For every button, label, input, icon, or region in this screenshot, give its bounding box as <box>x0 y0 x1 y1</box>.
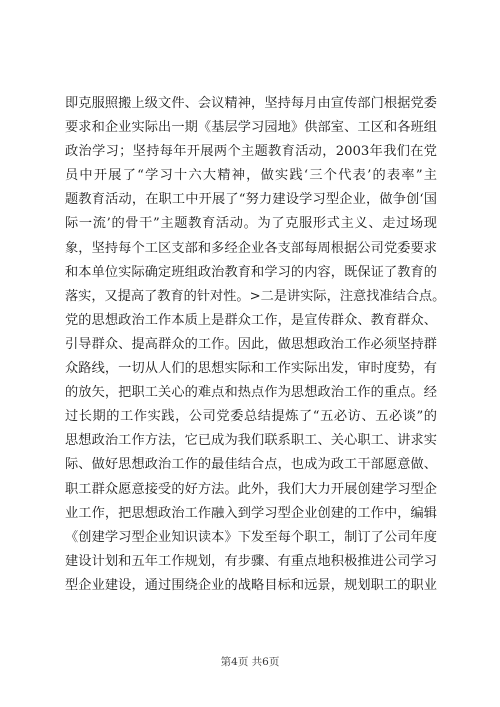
text-line: 要求和企业实际出一期《基层学习园地》供部室、工区和各班组 <box>65 120 437 136</box>
text-line: 过长期的工作实践，公司党委总结提炼了“五必访、五必谈”的 <box>65 409 437 425</box>
text-line: 政治学习；坚持每年开展两个主题教育活动，2003年我们在党 <box>65 144 437 160</box>
text-line: 党的思想政治工作本质上是群众工作，是宣传群众、教育群众、 <box>65 312 437 328</box>
text-line: 际、做好思想政治工作的最佳结合点，也成为政工干部愿意做、 <box>65 457 437 473</box>
body-text <box>65 92 446 598</box>
text-line: 众路线，一切从人们的思想实际和工作实际出发，审时度势，有 <box>65 361 437 377</box>
page-number: 第4页 共6页 <box>220 656 280 668</box>
text-line: 落实，又提高了教育的针对性。>二是讲实际，注意找准结合点。 <box>65 288 446 304</box>
text-line: 题教育活动，在职工中开展了“努力建设学习型企业，做争创‘国 <box>65 192 437 208</box>
text-line: 职工群众愿意接受的好方法。此外，我们大力开展创建学习型企 <box>65 481 437 497</box>
text-line: 象，坚持每个工区支部和多经企业各支部每周根据公司党委要求 <box>65 240 437 256</box>
text-line: 《创建学习型企业知识读本》下发至每个职工，制订了公司年度 <box>65 529 437 545</box>
text-line: 的放矢，把职工关心的难点和热点作为思想政治工作的重点。经 <box>65 385 437 401</box>
text-line: 思想政治工作方法，它已成为我们联系职工、关心职工、讲求实 <box>65 433 437 449</box>
text-line: 建设计划和五年工作规划，有步骤、有重点地积极推进公司学习 <box>65 553 437 569</box>
text-line: 业工作，把思想政治工作融入到学习型企业创建的工作中，编辑 <box>65 505 437 521</box>
text-line: 即克服照搬上级文件、会议精神，坚持每月由宣传部门根据党委 <box>65 96 437 111</box>
text-line: 型企业建设，通过围绕企业的战略目标和远景，规划职工的职业 <box>65 577 437 593</box>
text-line: 引导群众、提高群众的工作。因此，做思想政治工作必须坚持群 <box>65 336 437 352</box>
text-line: 员中开展了“学习十六大精神，做实践‘三个代表’的表率”主 <box>65 168 437 184</box>
text-line: 际一流’的骨干”主题教育活动。为了克服形式主义、走过场现 <box>65 216 437 232</box>
text-line: 和本单位实际确定班组政治教育和学习的内容，既保证了教育的 <box>65 264 437 280</box>
